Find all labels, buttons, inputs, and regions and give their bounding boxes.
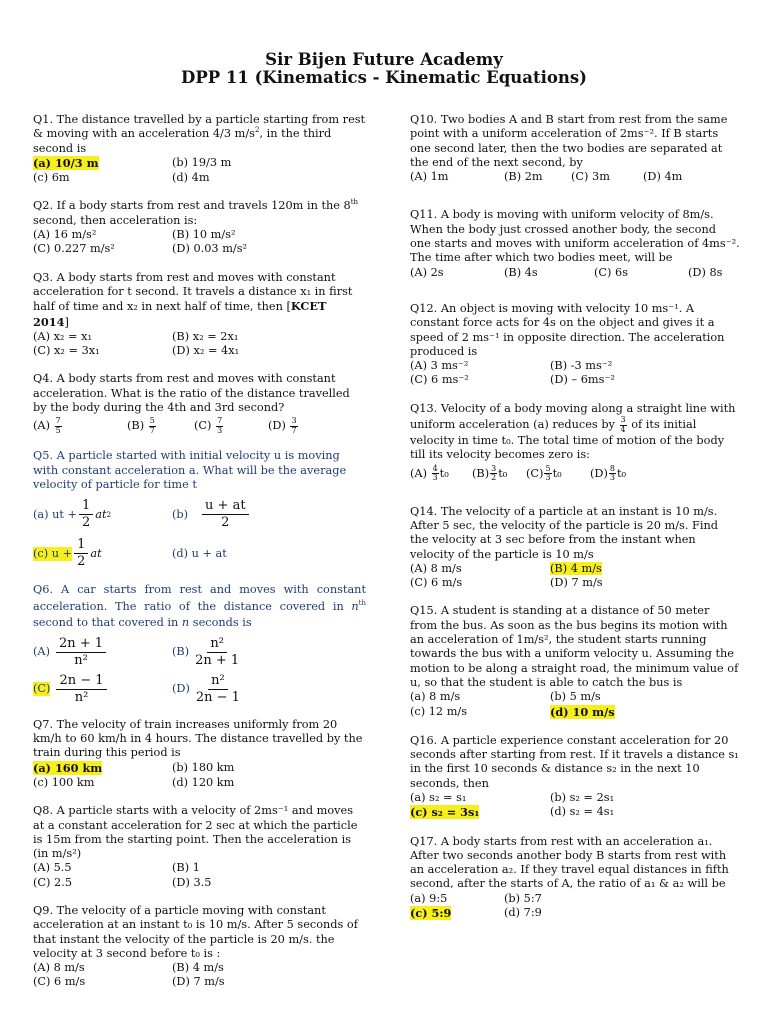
option-d: (D) – 6ms⁻² bbox=[550, 373, 615, 387]
option-d: (D) n² 2n − 1 bbox=[172, 672, 240, 705]
option-d: (D) 3.5 bbox=[172, 875, 212, 889]
option-c: (C) 6s bbox=[594, 265, 629, 279]
option-b: (b) s₂ = 2s₁ bbox=[550, 790, 615, 804]
option-d: (D) $\frac{3}{7}$ bbox=[268, 416, 297, 435]
option-a: (A) 2n + 1 n² bbox=[33, 636, 172, 669]
option-a: (A) 3 ms⁻² bbox=[410, 359, 469, 373]
question-17 bbox=[410, 835, 740, 922]
option-b: (b) 19/3 m bbox=[172, 155, 232, 169]
question-text: Q9. The velocity of a particle moving with constant acceleration at an instant t₀ is 10 m/s. After 5 seconds of that instant the velocity of the particle is 20 m/s. the velocity at 3 second before t₀ is : bbox=[33, 904, 358, 960]
option-c: (c) 6m bbox=[33, 171, 70, 185]
option-a: (A) 5.5 bbox=[33, 861, 72, 875]
option-d: (D) $\frac{8}{3}$ t₀ bbox=[590, 463, 627, 483]
left-column bbox=[33, 113, 366, 990]
option-c-answer: (C) 2n − 1 n² bbox=[33, 673, 172, 706]
option-d: (D) 7 m/s bbox=[550, 576, 603, 590]
option-c: (c) 100 km bbox=[33, 775, 95, 789]
question-text: Q11. A body is moving with uniform velocity of 8m/s. When the body just crossed another body, the second one starts and moves with uniform acceleration of 4ms⁻². The time after which two bodies meet, will be bbox=[410, 208, 740, 265]
option-c-answer: (c) 5:9 bbox=[410, 906, 452, 921]
option-d: (d) 120 km bbox=[172, 775, 235, 789]
option-b: (b) 5:7 bbox=[504, 891, 542, 905]
option-a: (A) 8 m/s bbox=[33, 961, 85, 975]
option-d: (d) 4m bbox=[172, 171, 210, 185]
option-c: (C) 6 m/s bbox=[410, 576, 463, 590]
option-b-answer: (B) 4 m/s bbox=[550, 561, 602, 575]
option-c: (C) 3m bbox=[571, 170, 610, 184]
question-3 bbox=[33, 271, 366, 359]
option-d: (d) s₂ = 4s₁ bbox=[550, 805, 615, 819]
dpp-title: DPP 11 (Kinematics - Kinematic Equations) bbox=[181, 68, 587, 87]
question-11 bbox=[410, 208, 740, 279]
question-12 bbox=[410, 302, 740, 388]
option-c: (c) 12 m/s bbox=[410, 704, 468, 718]
option-b: (B) x₂ = 2x₁ bbox=[172, 329, 239, 343]
option-d-answer: (d) 10 m/s bbox=[550, 704, 615, 719]
option-a: (A) 16 m/s² bbox=[33, 228, 97, 242]
option-d: (D) x₂ = 4x₁ bbox=[172, 344, 240, 358]
question-text: Q3. A body starts from rest and moves with constant acceleration for t second. It travels a distance x₁ in first half of time and x₂ in next half of time, then [KCET 2014] bbox=[33, 270, 353, 329]
right-column bbox=[410, 113, 740, 921]
option-b: (B) 4 m/s bbox=[172, 961, 224, 975]
question-text: Q8. A particle starts with a velocity of 2ms⁻¹ and moves at a constant acceleration for 2 sec at which the particle is 15m from the starting point. Then the acceleration is (in m/s²) bbox=[33, 804, 358, 861]
question-14 bbox=[410, 505, 740, 591]
option-a: (a) ut + $\frac{1}{2}$ at 2 bbox=[33, 498, 112, 531]
question-7 bbox=[33, 718, 366, 790]
question-5 bbox=[33, 449, 366, 570]
option-b: (b) 180 km bbox=[172, 760, 235, 774]
option-a: (a) 9:5 bbox=[410, 891, 448, 905]
question-text: Q10. Two bodies A and B start from rest from the same point with a uniform acceleration of 2ms⁻². If B starts one second later, then the two bodies are separated at the end of the next second, by bbox=[410, 113, 728, 169]
option-d: (D) 7 m/s bbox=[172, 975, 225, 989]
option-b: (B) $\frac{5}{7}$ bbox=[127, 416, 155, 435]
option-d: (D) 4m bbox=[643, 170, 683, 184]
question-text: Q1. The distance travelled by a particle starting from rest & moving with an acceleration 4/3 $m/s^2$, in the third second is bbox=[33, 113, 366, 155]
question-text: Q4. A body starts from rest and moves with constant acceleration. What is the ratio of the distance travelled by the body during the 4th and 3rd second? bbox=[33, 372, 350, 415]
option-b: (B) -3 ms⁻² bbox=[550, 359, 613, 373]
option-b: (b) 5 m/s bbox=[550, 690, 601, 704]
question-text: Q16. A particle experience constant acceleration for 20 seconds after starting from rest. If it travels a distance s₁ in the first 10 seconds & distance s₂ in the next 10 seconds, then bbox=[410, 733, 739, 790]
question-text: Q15. A student is standing at a distance of 50 meter from the bus. As soon as the bus begins its motion with an acceleration of 1m/s², the student starts running towards the bus with a uniform velocity u. Assuming the motion to be along a straight road, the minimum value of u, so that the student is able to catch the bus is bbox=[410, 604, 739, 689]
option-c-answer: (c) s₂ = 3s₁ bbox=[410, 805, 480, 820]
question-15 bbox=[410, 604, 740, 719]
question-2 bbox=[33, 199, 366, 256]
question-10 bbox=[410, 113, 740, 184]
option-a: (a) s₂ = s₁ bbox=[410, 790, 467, 804]
option-c: (C) x₂ = 3x₁ bbox=[33, 344, 100, 358]
option-b: (B) n² 2n + 1 bbox=[172, 635, 240, 668]
question-13 bbox=[410, 402, 740, 483]
option-d: (d) 7:9 bbox=[504, 906, 542, 920]
option-a: (A) 8 m/s bbox=[410, 561, 462, 575]
option-b: (B) 10 m/s² bbox=[172, 228, 236, 242]
option-c: (C) $\frac{7}{3}$ bbox=[194, 416, 223, 435]
academy-title: Sir Bijen Future Academy bbox=[265, 50, 503, 69]
option-a: (A) 1m bbox=[410, 170, 449, 184]
question-9 bbox=[33, 904, 366, 990]
option-b: (B) 4s bbox=[504, 265, 538, 279]
option-d: (d) u + at bbox=[172, 546, 227, 560]
option-a: (A) 2s bbox=[410, 265, 444, 279]
question-text: Q2. If a body starts from rest and travels 120m in the 8th second, then acceleration is: bbox=[33, 198, 359, 227]
option-a-answer: (a) 10/3 m bbox=[33, 155, 99, 170]
option-a: (A) $\frac{7}{5}$ bbox=[33, 416, 61, 435]
question-text: Q17. A body starts from rest with an acceleration a₁. After two seconds another body B starts from rest with an acceleration a₂. If they travel equal distances in fifth second, after the starts of A, the ratio of a₁ & a₂ will be bbox=[410, 834, 729, 891]
option-b: (b) u + at 2 bbox=[172, 498, 366, 531]
question-text: Q12. An object is moving with velocity 10 ms⁻¹. A constant force acts for 4s on the object and gives it a speed of 2 ms⁻¹ in opposite direction. The acceleration produced is bbox=[410, 301, 725, 358]
question-8 bbox=[33, 804, 366, 890]
question-1 bbox=[33, 113, 366, 185]
question-text: Q5. A particle started with initial velocity u is moving with constant acceleration a. What will be the average velocity of particle for time t bbox=[33, 449, 347, 491]
option-d: (D) 0.03 m/s² bbox=[172, 242, 248, 256]
option-a: (A) x₂ = x₁ bbox=[33, 329, 93, 343]
option-c-answer: (c) u + $\frac{1}{2}$ at bbox=[33, 537, 102, 570]
question-text: Q7. The velocity of train increases uniformly from 20 km/h to 60 km/h in 4 hours. The distance travelled by the train during this period is bbox=[33, 717, 363, 760]
option-c: (C) 2.5 bbox=[33, 875, 73, 889]
option-d: (D) 8s bbox=[688, 265, 723, 279]
option-b: (B) 2m bbox=[504, 170, 543, 184]
option-a: (a) 8 m/s bbox=[410, 690, 461, 704]
question-6 bbox=[33, 582, 366, 706]
question-4 bbox=[33, 372, 366, 435]
option-b: (B) 1 bbox=[172, 861, 200, 875]
option-c: (C) 6 m/s bbox=[33, 975, 86, 989]
question-text: Q14. The velocity of a particle at an instant is 10 m/s. After 5 sec, the velocity of the particle is 20 m/s. Find the velocity at 3 sec before from the instant when velocity of the particle is 10 m/s bbox=[410, 504, 718, 561]
option-b: (B) $\frac{3}{2}$ t₀ bbox=[472, 463, 508, 483]
option-c: (C) 6 ms⁻² bbox=[410, 373, 469, 387]
question-text: Q13. Velocity of a body moving along a straight line with uniform acceleration (a) reduces by $\frac{3}{4}$ of its initial velocity in time t₀. The total time of motion of the body till its velocity becomes zero is: bbox=[410, 401, 736, 462]
option-a-answer: (a) 160 km bbox=[33, 760, 103, 775]
question-16 bbox=[410, 734, 740, 821]
option-c: (C) $\frac{5}{3}$ t₀ bbox=[526, 463, 562, 483]
option-a: (A) $\frac{4}{3}$ t₀ bbox=[410, 463, 449, 483]
option-c: (C) 0.227 m/s² bbox=[33, 242, 115, 256]
question-text: Q6. A car starts from rest and moves with constant acceleration. The ratio of the distance covered in $n^{th}$ second to that covered in n seconds is bbox=[33, 583, 366, 630]
